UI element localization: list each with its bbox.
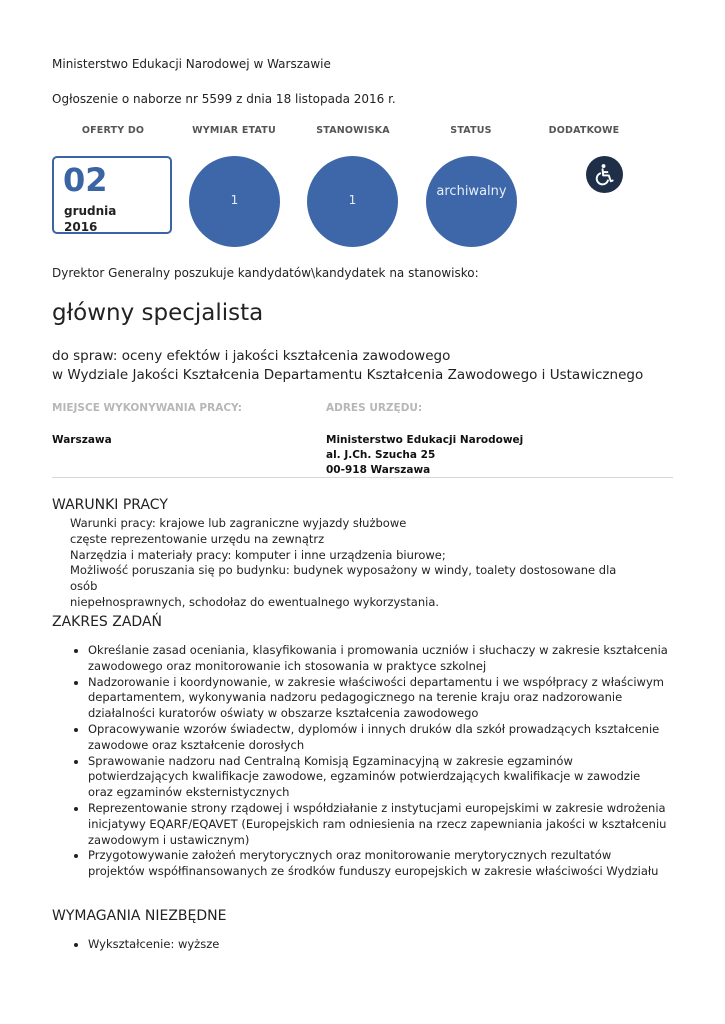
- condition-line: niepełnosprawnych, schodołaz do ewentualnego wykorzystania.: [70, 594, 440, 609]
- condition-line: Narzędzia i materiały pracy: komputer i inne urządzenia biurowe;: [70, 547, 446, 562]
- list-item: • Sprawowanie nadzoru nad Centralną Komisją Egzaminacyjną w zakresie egzaminów potwierdzających kwalifikacje zawodowe, egzaminów potwierdzających kwalifikacje w zawodzie oraz egzaminów eksternistycznych: [88, 754, 668, 801]
- deadline-year: 2016: [64, 220, 98, 234]
- job-department: w Wydziale Jakości Kształcenia Departamentu Kształcenia Zawodowego i Ustawicznego: [52, 367, 644, 383]
- requirements-heading: WYMAGANIA NIEZBĘDNE: [52, 908, 227, 924]
- tasks-heading: ZAKRES ZADAŃ: [52, 614, 163, 630]
- place-label: MIEJSCE WYKONYWANIA PRACY:: [52, 402, 242, 414]
- tasks-list: [74, 643, 668, 880]
- list-item: • Reprezentowanie strony rządowej i współdziałanie z instytucjami europejskimi w zakresie wdrożenia inicjatywy EQARF/EQAVET (Europejskich ram odniesienia na rzecz zapewniania jakości w kształceniu zawodowym i ustawicznym): [88, 801, 668, 848]
- etat-circle: [189, 156, 280, 247]
- list-item: • Przygotowywanie założeń merytorycznych oraz monitorowanie merytorycznych rezultatów projektów współfinansowanych ze środków funduszy europejskich w zakresie właściwości Wydziału: [88, 848, 668, 880]
- divider: [52, 477, 673, 478]
- status-circle: [426, 156, 517, 247]
- positions-value: 1: [348, 193, 357, 207]
- list-item: • Nadzorowanie i koordynowanie, w zakresie właściwości departamentu i we współpracy z właściwym departamentem, wykonywania nadzoru pedagogicznego na terenie kraju oraz nadzorowanie działalności kuratorów oświaty w obszarze kształcenia zawodowego: [88, 675, 668, 722]
- header-etat: WYMIAR ETATU: [192, 125, 276, 136]
- deadline-day: 02: [63, 161, 108, 199]
- office-address: [326, 433, 523, 478]
- conditions-heading: WARUNKI PRACY: [52, 497, 168, 513]
- address-label: ADRES URZĘDU:: [326, 402, 423, 414]
- address-line: Ministerstwo Edukacji Narodowej: [326, 434, 524, 446]
- address-line: 00-918 Warszawa: [326, 464, 431, 476]
- status-value: archiwalny: [436, 184, 507, 199]
- etat-value: 1: [230, 193, 239, 207]
- place-value: Warszawa: [52, 434, 112, 446]
- condition-line: Możliwość poruszania się po budynku: budynek wyposażony w windy, toalety dostosowane dla osób: [70, 563, 617, 594]
- list-item: • Określanie zasad oceniania, klasyfikowania i promowania uczniów i słuchaczy w zakresie kształcenia zawodowego oraz monitorowanie ich stosowania w praktyce szkolnej: [88, 643, 668, 675]
- deadline-date-box: [52, 156, 172, 234]
- header-deadline: OFERTY DO: [81, 125, 145, 136]
- condition-line: częste reprezentowanie urzędu na zewnątrz: [70, 531, 325, 546]
- deadline-month: grudnia: [64, 204, 117, 218]
- address-line: al. J.Ch. Szucha 25: [326, 449, 436, 461]
- list-item: • Wykształcenie: wyższe: [88, 937, 648, 953]
- header-positions: STANOWISKA: [316, 125, 390, 136]
- wheelchair-accessibility-icon: [586, 156, 623, 193]
- job-scope: do spraw: oceny efektów i jakości kształcenia zawodowego: [52, 348, 451, 364]
- notice-line: Ogłoszenie o naborze nr 5599 z dnia 18 listopada 2016 r.: [52, 92, 396, 106]
- header-extra: DODATKOWE: [548, 125, 620, 136]
- requirements-list: [74, 937, 648, 953]
- job-title: główny specjalista: [52, 300, 264, 326]
- header-status: STATUS: [450, 125, 492, 136]
- positions-circle: [307, 156, 398, 247]
- conditions-text: [70, 516, 630, 611]
- list-item: • Opracowywanie wzorów świadectw, dyplomów i innych druków dla szkół prowadzących kształcenie zawodowe oraz kształcenie dorosłych: [88, 722, 668, 754]
- condition-line: Warunki pracy: krajowe lub zagraniczne wyjazdy służbowe: [70, 516, 407, 530]
- ministry-name: Ministerstwo Edukacji Narodowej w Warszawie: [52, 57, 331, 71]
- lead-text: Dyrektor Generalny poszukuje kandydatów\kandydatek na stanowisko:: [52, 266, 479, 280]
